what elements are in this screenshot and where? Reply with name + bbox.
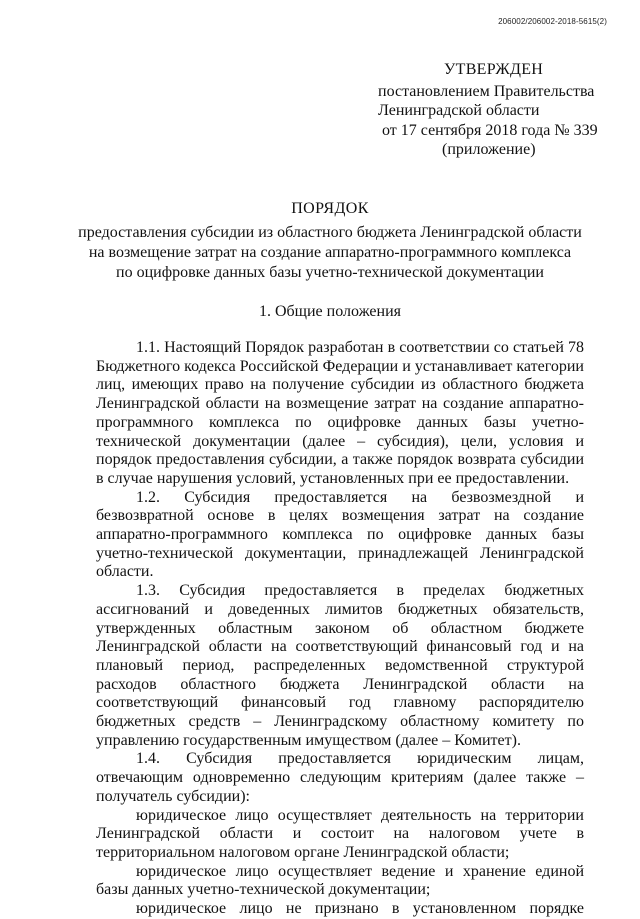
title-line-3: по оцифровке данных базы учетно-технической документации [116, 264, 544, 281]
section-heading: 1. Общие положения [258, 303, 402, 320]
criterion-1: юридическое лицо осуществляет деятельность на территории Ленинградской области и состоит на налоговом учете в территориальном налоговом органе Ленинградской области; [96, 806, 584, 861]
approval-block [378, 60, 618, 160]
criterion-2: юридическое лицо осуществляет ведение и хранение единой базы данных учетно-технической документации; [96, 862, 584, 899]
document-number: 206002/206002-2018-5615(2) [498, 17, 607, 26]
title-main: ПОРЯДОК [291, 200, 369, 217]
approval-line-2: Ленинградской области [378, 102, 540, 119]
approval-line-3: от 17 сентября 2018 года № 339 [382, 121, 598, 139]
document-title [60, 199, 600, 283]
paragraph-1-1: 1.1. Настоящий Порядок разработан в соответствии со статьей 78 Бюджетного кодекса Российской Федерации и устанавливает категории лиц, имеющих право на получение субсидии из областного бюджета Ленинградской области на возмещение затрат на создание аппаратно-программного комплекса по оцифровке данных базы учетно-технической документации (далее – субсидия), цели, условия и порядок предоставления субсидии, а также порядок возврата субсидии в случае нарушения условий, установленных при ее предоставлении. [96, 339, 584, 487]
document-body [96, 339, 584, 919]
approval-line-1: постановлением Правительства [378, 82, 595, 100]
criterion-3: юридическое лицо не признано в установленном порядке [136, 900, 584, 918]
title-line-2: на возмещение затрат на создание аппаратно-программного комплекса [88, 244, 572, 261]
approval-line-4: (приложение) [442, 141, 536, 158]
paragraph-1-3: 1.3. Субсидия предоставляется в пределах бюджетных ассигнований и доведенных лимитов бюджетных обязательств, утвержденных областным законом об областном бюджете Ленинградской области на соответствующий финансовый год и на плановый период, распределенных ведомственной структурой расходов областного бюджета Ленинградской области на соответствующий финансовый год главному распорядителю бюджетных средств – Ленинградскому областному комитету по управлению государственным имуществом (далее – Комитет). [96, 582, 584, 749]
approval-heading: УТВЕРЖДЕН [444, 61, 544, 78]
paragraph-1-4: 1.4. Субсидия предоставляется юридическим лицам, отвечающим одновременно следующим критериям (далее также – получатель субсидии): [96, 750, 584, 805]
paragraph-1-2: 1.2. Субсидия предоставляется на безвозмездной и безвозвратной основе в целях возмещения затрат на создание аппаратно-программного комплекса по оцифровке данных базы учетно-технической документации, принадлежащей Ленинградской области. [96, 488, 584, 581]
title-line-1: предоставления субсидии из областного бюджета Ленинградской области [78, 224, 582, 241]
